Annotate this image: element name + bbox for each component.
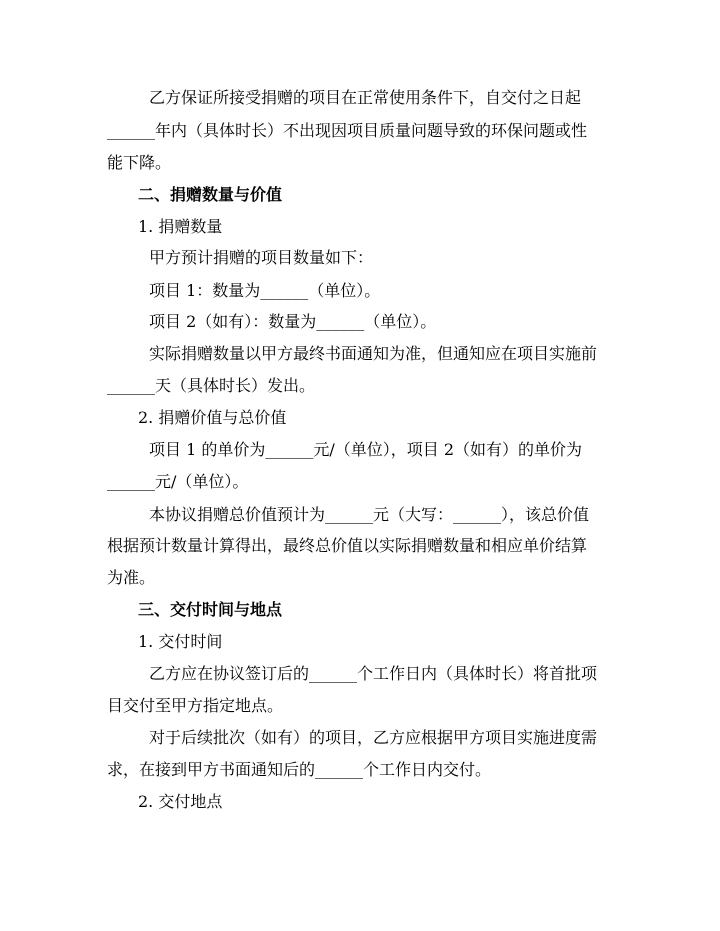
paragraph-line: 乙方保证所接受捐赠的项目在正常使用条件下，自交付之日起 bbox=[149, 88, 582, 107]
paragraph-line: 甲方预计捐赠的项目数量如下： bbox=[149, 248, 374, 267]
paragraph-line: 目交付至甲方指定地点。 bbox=[107, 696, 284, 715]
subsection-heading: 2. 捐赠价值与总价值 bbox=[138, 408, 287, 427]
paragraph-line: 求，在接到甲方书面通知后的______个工作日内交付。 bbox=[107, 760, 492, 779]
paragraph-line: 本协议捐赠总价值预计为______元（大写：______），该总价值 bbox=[149, 505, 590, 524]
subsection-heading: 1. 交付时间 bbox=[138, 632, 223, 651]
paragraph-line: 为准。 bbox=[107, 568, 156, 587]
paragraph-line: 根据预计数量计算得出，最终总价值以实际捐赠数量和相应单价结算 bbox=[107, 536, 588, 555]
subsection-heading: 2. 交付地点 bbox=[138, 792, 223, 811]
paragraph-line: 对于后续批次（如有）的项目，乙方应根据甲方项目实施进度需 bbox=[149, 728, 598, 747]
paragraph-line: 实际捐赠数量以甲方最终书面通知为准，但通知应在项目实施前 bbox=[149, 344, 598, 363]
paragraph-line: 项目 1：数量为______（单位）。 bbox=[149, 281, 381, 300]
paragraph-line: 乙方应在协议签订后的______个工作日内（具体时长）将首批项 bbox=[149, 664, 598, 683]
section-heading: 二、捐赠数量与价值 bbox=[138, 185, 283, 204]
paragraph-line: 能下降。 bbox=[107, 153, 172, 172]
section-heading: 三、交付时间与地点 bbox=[138, 600, 283, 619]
subsection-heading: 1. 捐赠数量 bbox=[138, 217, 223, 236]
paragraph-line: 项目 1 的单价为______元/（单位），项目 2（如有）的单价为 bbox=[149, 440, 583, 459]
paragraph-line: ______天（具体时长）发出。 bbox=[107, 376, 316, 395]
paragraph-line: ______年内（具体时长）不出现因项目质量问题导致的环保问题或性 bbox=[107, 121, 588, 140]
paragraph-line: 项目 2（如有）：数量为______（单位）。 bbox=[149, 312, 437, 331]
paragraph-line: ______元/（单位）。 bbox=[107, 472, 249, 491]
